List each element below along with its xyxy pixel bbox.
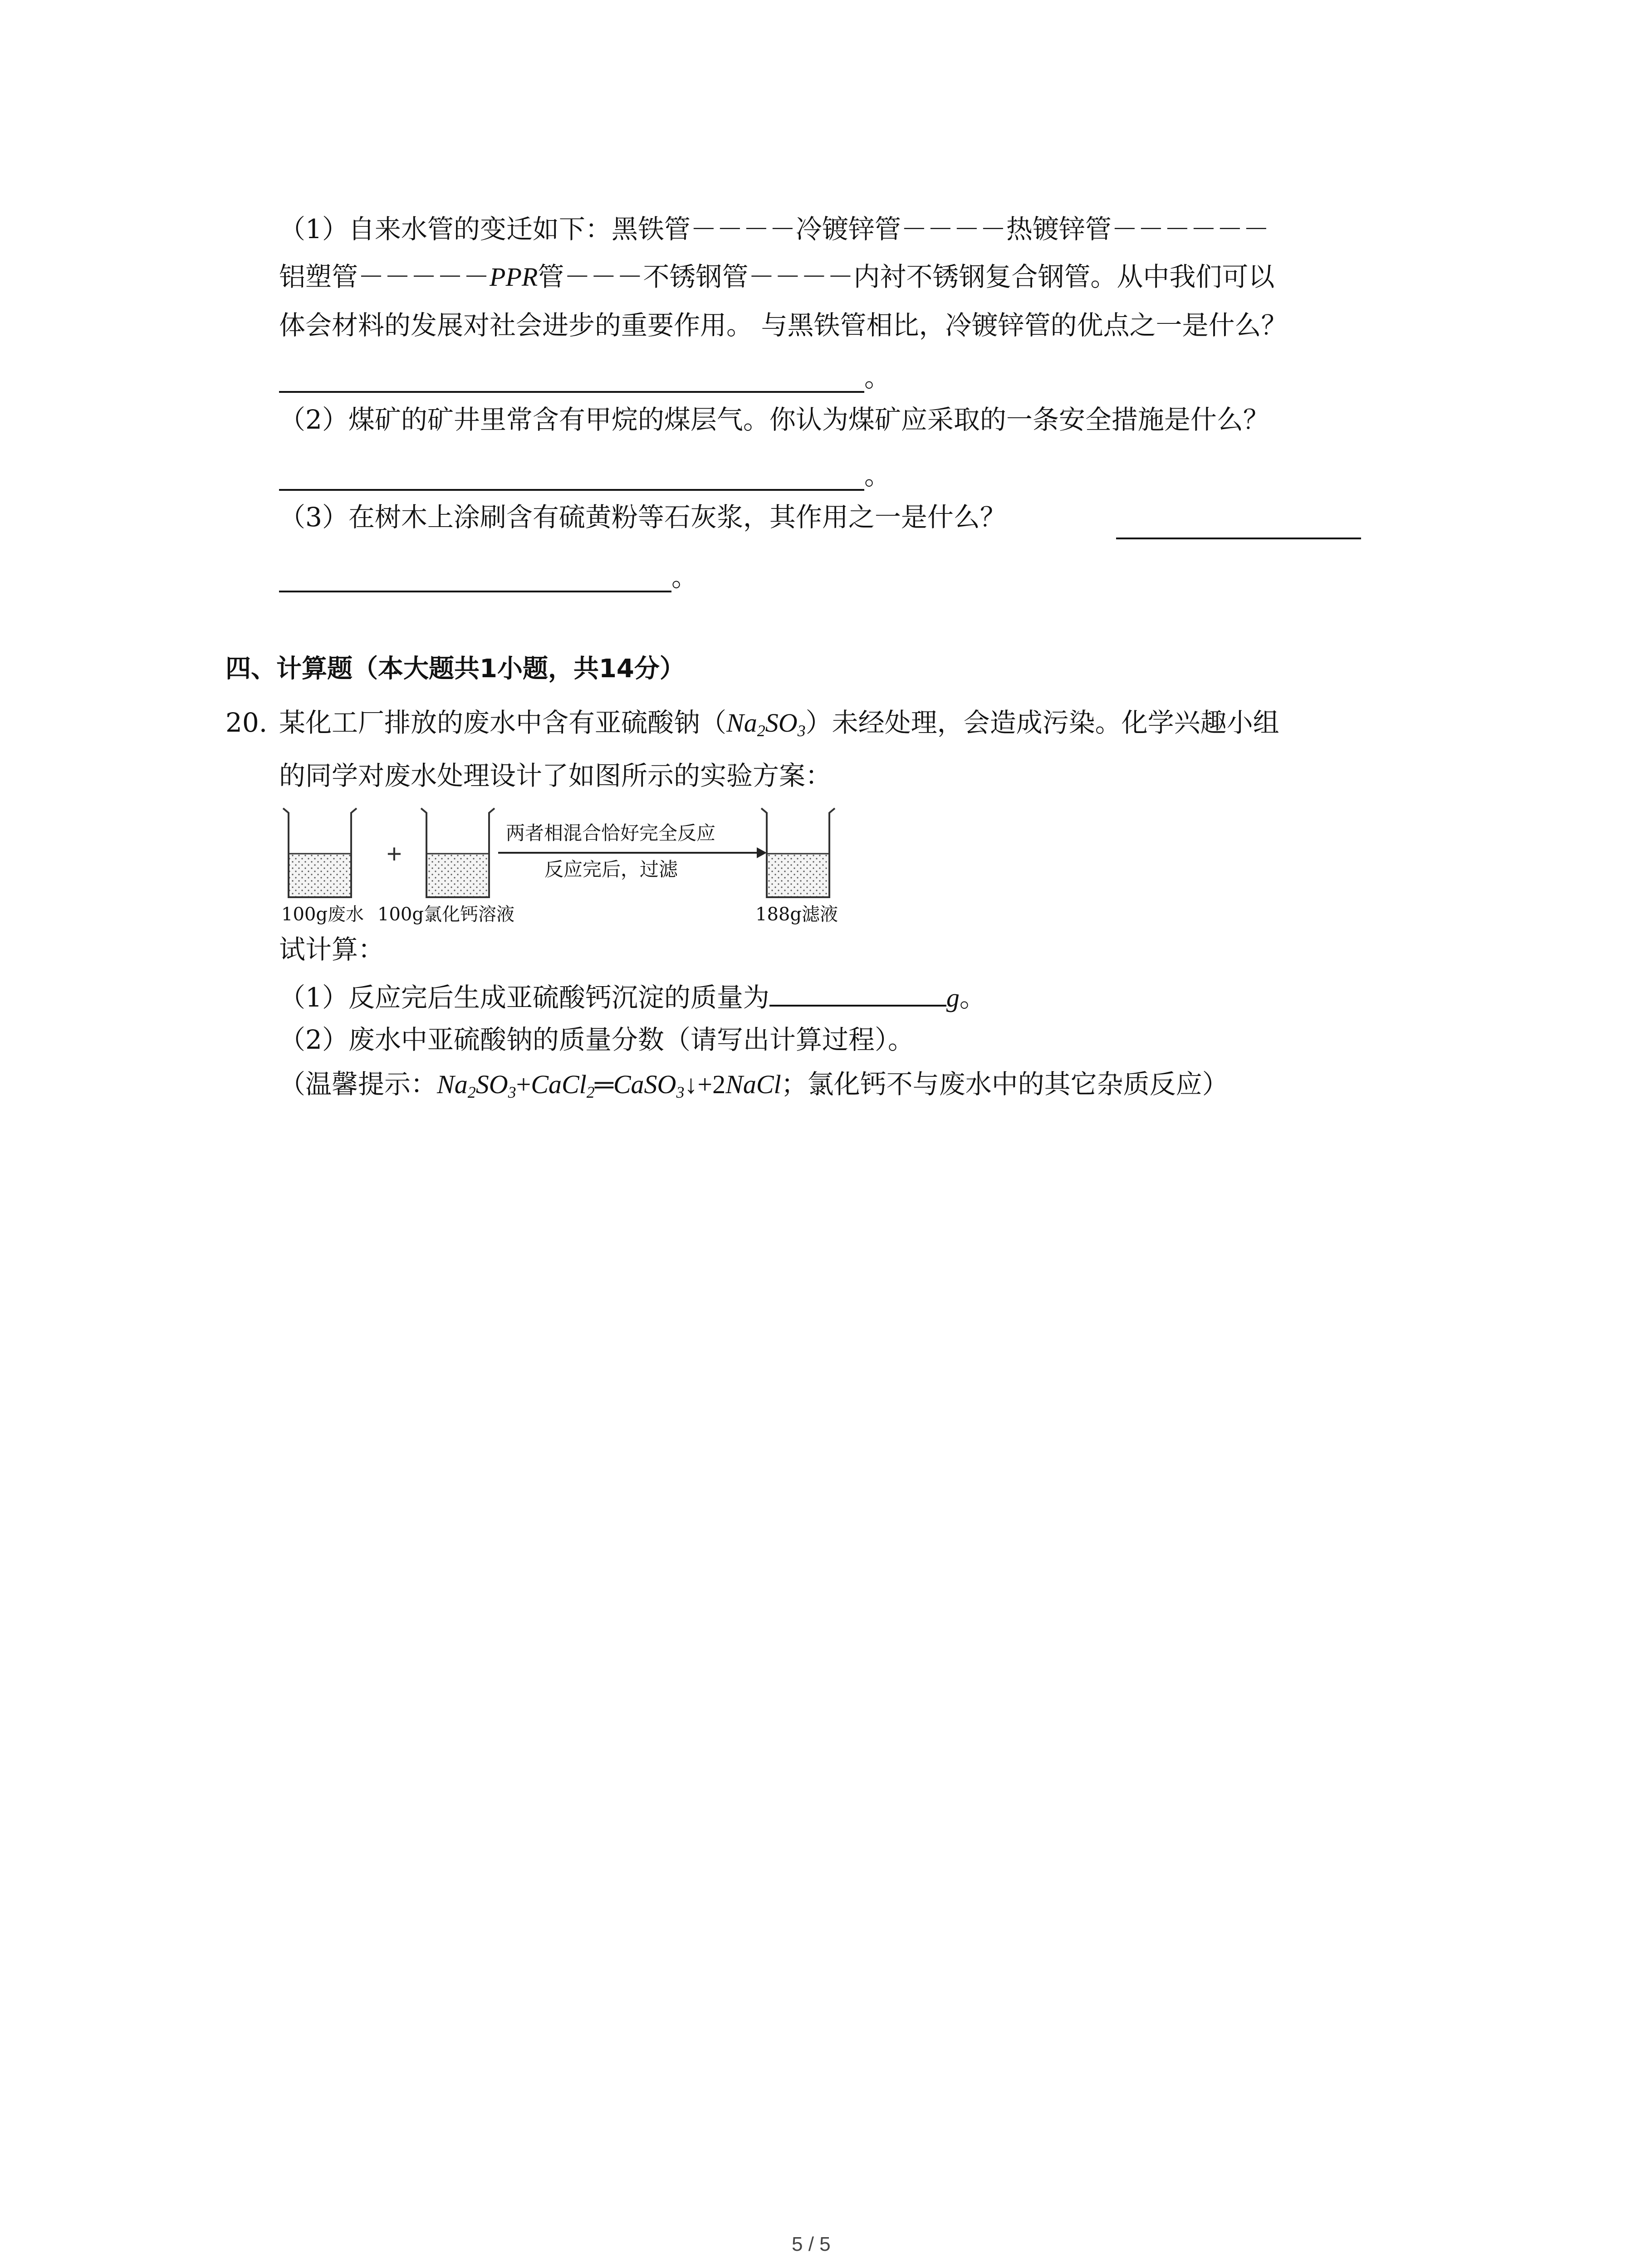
q20-try-calc: 试计算：	[279, 934, 385, 965]
page-number: 5 / 5	[792, 2233, 831, 2255]
q20-line1-start: 某化工厂排放的废水中含有亚硫酸钠（	[279, 707, 727, 738]
q20-sub1-period: 。	[959, 982, 986, 1013]
beaker-waste-water	[283, 808, 357, 897]
q20-line2: 的同学对废水处理设计了如图所示的实验方案：	[279, 760, 832, 791]
q19-part1-line3: 体会材料的发展对社会进步的重要作用。 与黑铁管相比，冷镀锌管的优点之一是什么？	[279, 310, 1288, 341]
q19-part1-answer-blank[interactable]	[279, 391, 864, 393]
q20-sub1-unit: g	[946, 983, 960, 1012]
plus-sign: +	[387, 839, 402, 869]
q20-hint	[279, 1066, 1229, 1110]
experiment-figure	[272, 803, 862, 930]
q19-part3-period: 。	[671, 562, 698, 592]
q20-hint-end: ；氯化钙不与废水中的其它杂质反应）	[781, 1069, 1229, 1100]
q19-part2-period: 。	[864, 460, 891, 491]
beaker-filtrate	[761, 808, 835, 897]
formula-na2so3: $Na_2SO_3$	[726, 708, 806, 740]
beaker-calcium-chloride	[421, 808, 495, 897]
ppr-term: PPR	[490, 262, 538, 292]
reaction-equation: $Na_2SO_3+CaCl_2═CaSO_3↓+2NaCl$	[437, 1070, 781, 1102]
q19-part1-line2-end: 管－－－不锈钢管－－－－内衬不锈钢复合钢管。从中我们可以	[538, 261, 1275, 292]
q19-part1-line2-start: 铝塑管－－－－－	[279, 261, 490, 292]
q20-line1-end: ）未经处理，会造成污染。化学兴趣小组	[805, 707, 1279, 738]
label-waste-water: 100g废水	[281, 904, 364, 925]
q19-part1-line1: （1）自来水管的变迁如下：黑铁管－－－－冷镀锌管－－－－热镀锌管－－－－－－	[279, 214, 1269, 244]
q20-sub1-answer-blank[interactable]	[769, 978, 946, 1007]
q20-hint-start: （温馨提示：	[279, 1069, 437, 1100]
q20-sub1-text: （1）反应完后生成亚硫酸钙沉淀的质量为	[279, 982, 769, 1013]
q19-part3-answer-blank-b[interactable]	[279, 591, 671, 592]
reaction-arrow	[498, 847, 767, 858]
q19-part3-line1: （3）在树木上涂刷含有硫黄粉等石灰浆，其作用之一是什么？	[279, 502, 1006, 533]
q20-sub2: （2）废水中亚硫酸钠的质量分数（请写出计算过程）。	[279, 1024, 914, 1055]
q19-part2-answer-blank[interactable]	[279, 489, 864, 491]
q19-part2-line1: （2）煤矿的矿井里常含有甲烷的煤层气。你认为煤矿应采取的一条安全措施是什么？	[279, 404, 1269, 435]
q19-part1-line2	[279, 259, 1274, 295]
section-heading: 四、计算题（本大题共1小题，共14分）	[225, 654, 685, 684]
q20-sub1	[279, 978, 986, 1016]
label-filtrate: 188g滤液	[755, 904, 838, 925]
q20-line1	[279, 704, 1279, 749]
arrow-label-top: 两者相混合恰好完全反应	[506, 822, 716, 844]
q20-number: 20.	[225, 707, 268, 738]
q19-part1-period: 。	[864, 362, 891, 393]
label-calcium-chloride-solution: 100g氯化钙溶液	[377, 904, 514, 925]
arrow-label-bottom: 反应完后，过滤	[544, 858, 678, 880]
q19-part3-answer-blank-a[interactable]	[1116, 538, 1361, 539]
